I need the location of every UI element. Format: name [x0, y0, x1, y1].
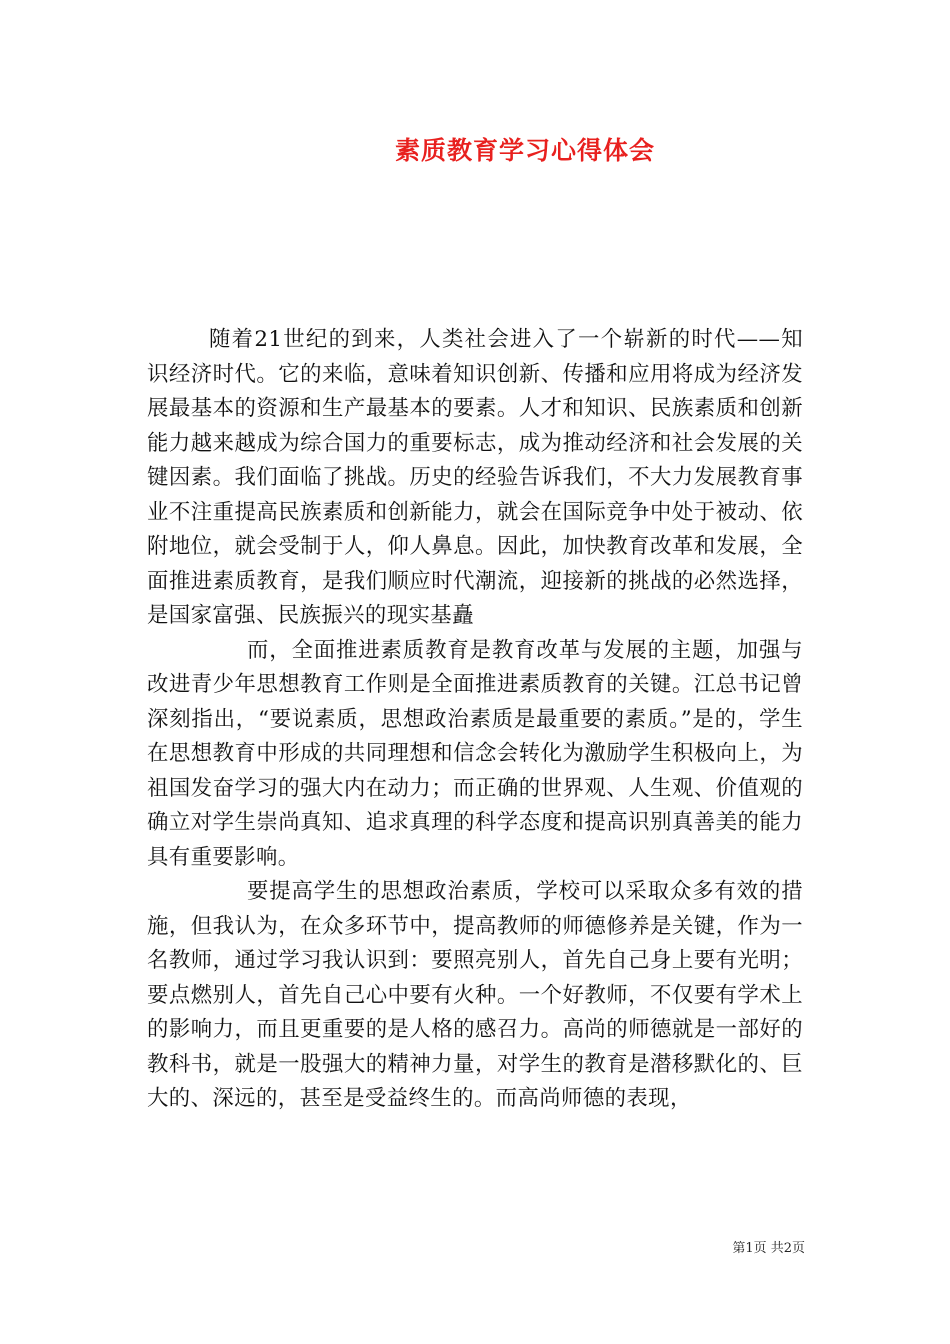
paragraph-3: 要提高学生的思想政治素质，学校可以采取众多有效的措施，但我认为，在众多环节中，提高教师的师德修养是关键，作为一名教师，通过学习我认识到：要照亮别人，首先自己身上要有光明；要点燃别人，首先自己心中要有火种。一个好教师，不仅要有学术上的影响力，而且更重要的是人格的感召力。高尚的师德就是一部好的教科书，就是一股强大的精神力量，对学生的教育是潜移默化的、巨大的、深远的，甚至是受益终生的。而高尚师德的表现，	[147, 879, 803, 1111]
document-body	[147, 323, 803, 1117]
page-title: 素质教育学习心得体会	[394, 136, 655, 165]
page-number-footer: 第1页 共2页	[732, 1241, 805, 1256]
paragraph-2: 而，全面推进素质教育是教育改革与发展的主题，加强与改进青少年思想教育工作则是全面推进素质教育的关键。江总书记曾深刻指出，“要说素质，思想政治素质是最重要的素质。”是的，学生在思想教育中形成的共同理想和信念会转化为激励学生积极向上，为祖国发奋学习的强大内在动力；而正确的世界观、人生观、价值观的确立对学生崇尚真知、追求真理的科学态度和提高识别真善美的能力具有重要影响。	[147, 637, 803, 870]
paragraph-1: 随着21世纪的到来，人类社会进入了一个崭新的时代——知识经济时代。它的来临，意味着知识创新、传播和应用将成为经济发展最基本的资源和生产最基本的要素。人才和知识、民族素质和创新能力越来越成为综合国力的重要标志，成为推动经济和社会发展的关键因素。我们面临了挑战。历史的经验告诉我们，不大力发展教育事业不注重提高民族素质和创新能力，就会在国际竞争中处于被动、依附地位，就会受制于人，仰人鼻息。因此，加快教育改革和发展，全面推进素质教育，是我们顺应时代潮流，迎接新的挑战的必然选择，是国家富强、民族振兴的现实基矗	[147, 327, 803, 628]
